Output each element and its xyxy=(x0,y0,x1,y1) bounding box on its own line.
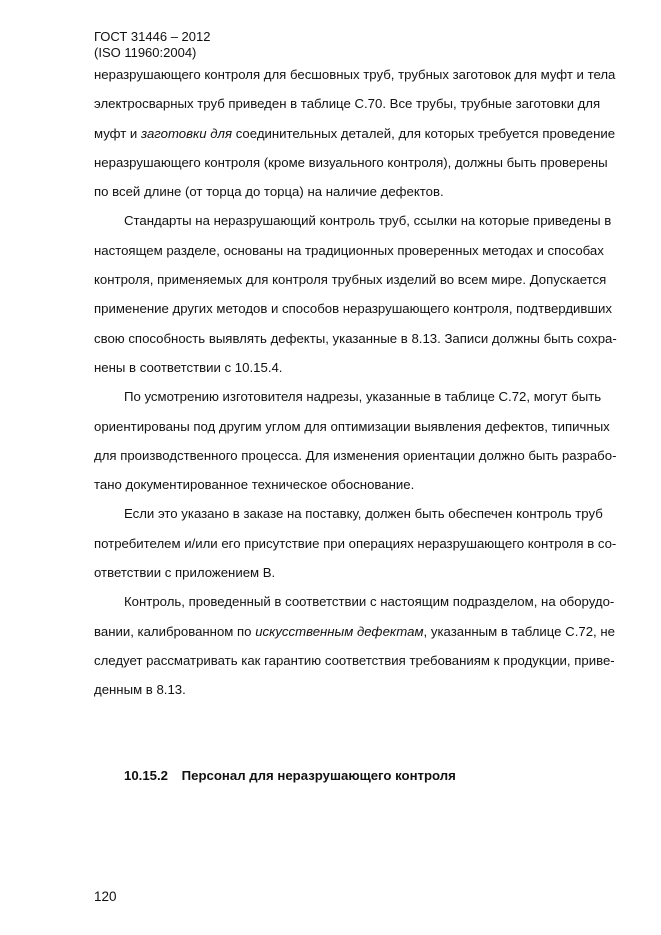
text-segment: вании, калиброванном по xyxy=(94,623,256,639)
section-heading xyxy=(124,768,456,783)
paragraph xyxy=(94,60,634,206)
paragraph xyxy=(94,206,634,382)
italic-term: искусственным дефектам xyxy=(255,623,424,639)
text-segment: муфт и xyxy=(94,125,141,141)
text-line xyxy=(94,617,634,646)
text-line: Контроль, проведенный в соответствии с настоящим подразделом, на оборудо- xyxy=(124,594,615,610)
paragraph xyxy=(94,499,634,587)
italic-term: заготовки для xyxy=(140,125,233,141)
text-line: настоящем разделе, основаны на традиционных проверенных методах и способах xyxy=(94,242,604,258)
text-line: контроля, применяемых для контроля трубных изделий во всем мире. Допускается xyxy=(94,272,607,288)
text-line: следует рассматривать как гарантию соответствия требованиям к продукции, приве- xyxy=(94,652,615,668)
text-line: ориентированы под другим углом для оптимизации выявления дефектов, типичных xyxy=(94,418,610,434)
text-line: Если это указано в заказе на поставку, должен быть обеспечен контроль труб xyxy=(124,506,603,522)
text-line: электросварных труб приведен в таблице С.70. Все трубы, трубные заготовки для xyxy=(94,96,601,112)
document-header xyxy=(94,29,210,61)
text-line: неразрушающего контроля (кроме визуального контроля), должны быть проверены xyxy=(94,154,608,170)
page-number: 120 xyxy=(94,889,117,904)
paragraph xyxy=(94,382,634,499)
text-line: для производственного процесса. Для изменения ориентации должно быть разрабо- xyxy=(94,447,617,463)
text-line: неразрушающего контроля для бесшовных труб, трубных заготовок для муфт и тела xyxy=(94,67,616,82)
text-line: потребителем и/или его присутствие при операциях неразрушающего контроля в со- xyxy=(94,535,617,551)
text-line: тано документированное техническое обоснование. xyxy=(94,477,415,493)
section-number: 10.15.2 xyxy=(124,768,168,783)
text-segment: , указанным в таблице С.72, не xyxy=(423,623,615,639)
text-line: ответствии с приложением В. xyxy=(94,565,276,581)
text-line: применение других методов и способов неразрушающего контроля, подтвердивших xyxy=(94,301,612,317)
text-line: денным в 8.13. xyxy=(94,682,186,698)
paragraph xyxy=(94,587,634,704)
text-line: По усмотрению изготовителя надрезы, указанные в таблице С.72, могут быть xyxy=(124,389,602,405)
body-text xyxy=(94,60,634,705)
text-line xyxy=(94,119,634,148)
iso-reference: (ISO 11960:2004) xyxy=(94,45,197,60)
text-line: Стандарты на неразрушающий контроль труб, ссылки на которые приведены в xyxy=(124,213,612,229)
section-title: Персонал для неразрушающего контроля xyxy=(181,768,456,783)
standard-designation: ГОСТ 31446 – 2012 xyxy=(94,29,211,44)
text-line: свою способность выявлять дефекты, указанные в 8.13. Записи должны быть сохра- xyxy=(94,330,617,346)
text-line: по всей длине (от торца до торца) на наличие дефектов. xyxy=(94,184,444,200)
text-line: нены в соответствии с 10.15.4. xyxy=(94,359,283,375)
text-segment: соединительных деталей, для которых требуется проведение xyxy=(232,125,616,141)
